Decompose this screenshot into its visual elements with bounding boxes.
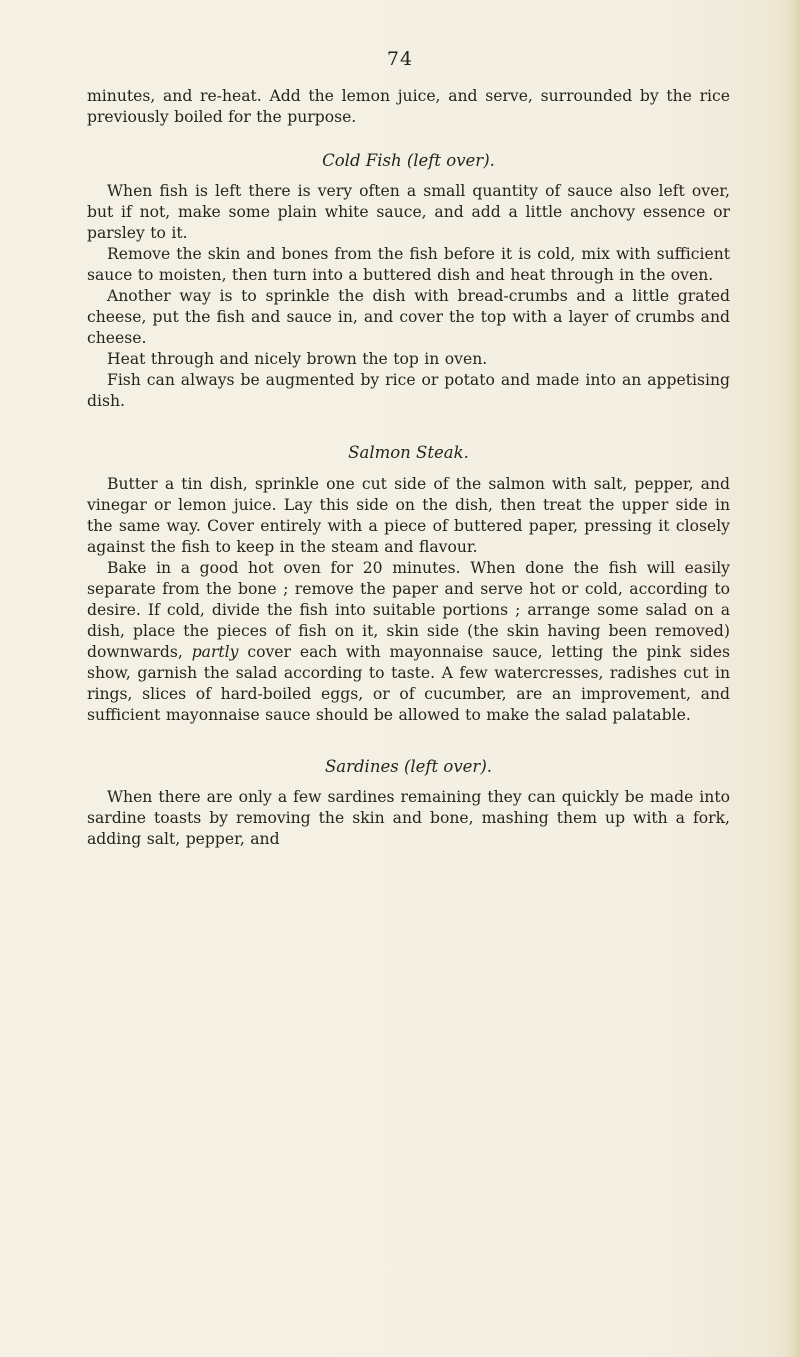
salmon-steak-paragraph-2-before: Bake in a good hot oven for 20 minutes. When done the fish will easily separate from the bone ; remove the paper and serve hot or cold, according to desire. If cold, divide the fish into suitable portions ; arrange some salad on a dish, place the pieces of fish on it, skin side (the skin having been removed) downwards,: [87, 559, 730, 661]
page-content: [87, 86, 730, 850]
page-edge-shading: [786, 0, 800, 1357]
sardines-heading: [87, 756, 730, 777]
salmon-steak-heading: Salmon Steak.: [348, 443, 469, 462]
cold-fish-heading: [87, 150, 730, 171]
page-number: 74: [386, 48, 414, 70]
salmon-steak-paragraph-1: Butter a tin dish, sprinkle one cut side of the salmon with salt, pepper, and vinegar or lemon juice. Lay this side on the dish, then treat the upper side in the same way. Cover entirely with a piece of buttered paper, pressing it closely against the fish to keep in the steam and flavour.: [87, 475, 730, 556]
salmon-steak-emphasis: partly: [191, 643, 239, 661]
salmon-steak-paragraph-2: [87, 558, 730, 726]
cold-fish-paragraph-1: When fish is left there is very often a small quantity of sauce also left over, but if not, make some plain white sauce, and add a little anchovy essence or parsley to it.: [87, 182, 730, 242]
intro-paragraph: minutes, and re-heat. Add the lemon juice, and serve, surrounded by the rice previously boiled for the purpose.: [87, 87, 730, 126]
cold-fish-paragraph-5: Fish can always be augmented by rice or potato and made into an appetising dish.: [87, 371, 730, 410]
cold-fish-paragraph-3: Another way is to sprinkle the dish with bread-crumbs and a little grated cheese, put the fish and sauce in, and cover the top with a layer of crumbs and cheese.: [87, 287, 730, 347]
salmon-steak-paragraph-2-after: cover each with mayonnaise sauce, letting the pink sides show, garnish the salad according to taste. A few watercresses, radishes cut in rings, slices of hard-boiled eggs, or of cucumber, are an improvement, and sufficient mayonnaise sauce should be allowed to make the salad palatable.: [87, 643, 730, 724]
cold-fish-heading-sub: (left over).: [406, 151, 495, 170]
sardines-heading-sub: (left over).: [403, 757, 493, 776]
cold-fish-paragraph-2: Remove the skin and bones from the fish before it is cold, mix with sufficient sauce to moisten, then turn into a buttered dish and heat through in the oven.: [87, 245, 730, 284]
cold-fish-heading-main: Cold Fish: [322, 151, 402, 170]
sardines-paragraph: When there are only a few sardines remaining they can quickly be made into sardine toasts by removing the skin and bone, mashing them up with a fork, adding salt, pepper, and: [87, 788, 730, 848]
cold-fish-paragraph-4: Heat through and nicely brown the top in oven.: [107, 350, 488, 368]
sardines-heading-main: Sardines: [324, 757, 399, 776]
